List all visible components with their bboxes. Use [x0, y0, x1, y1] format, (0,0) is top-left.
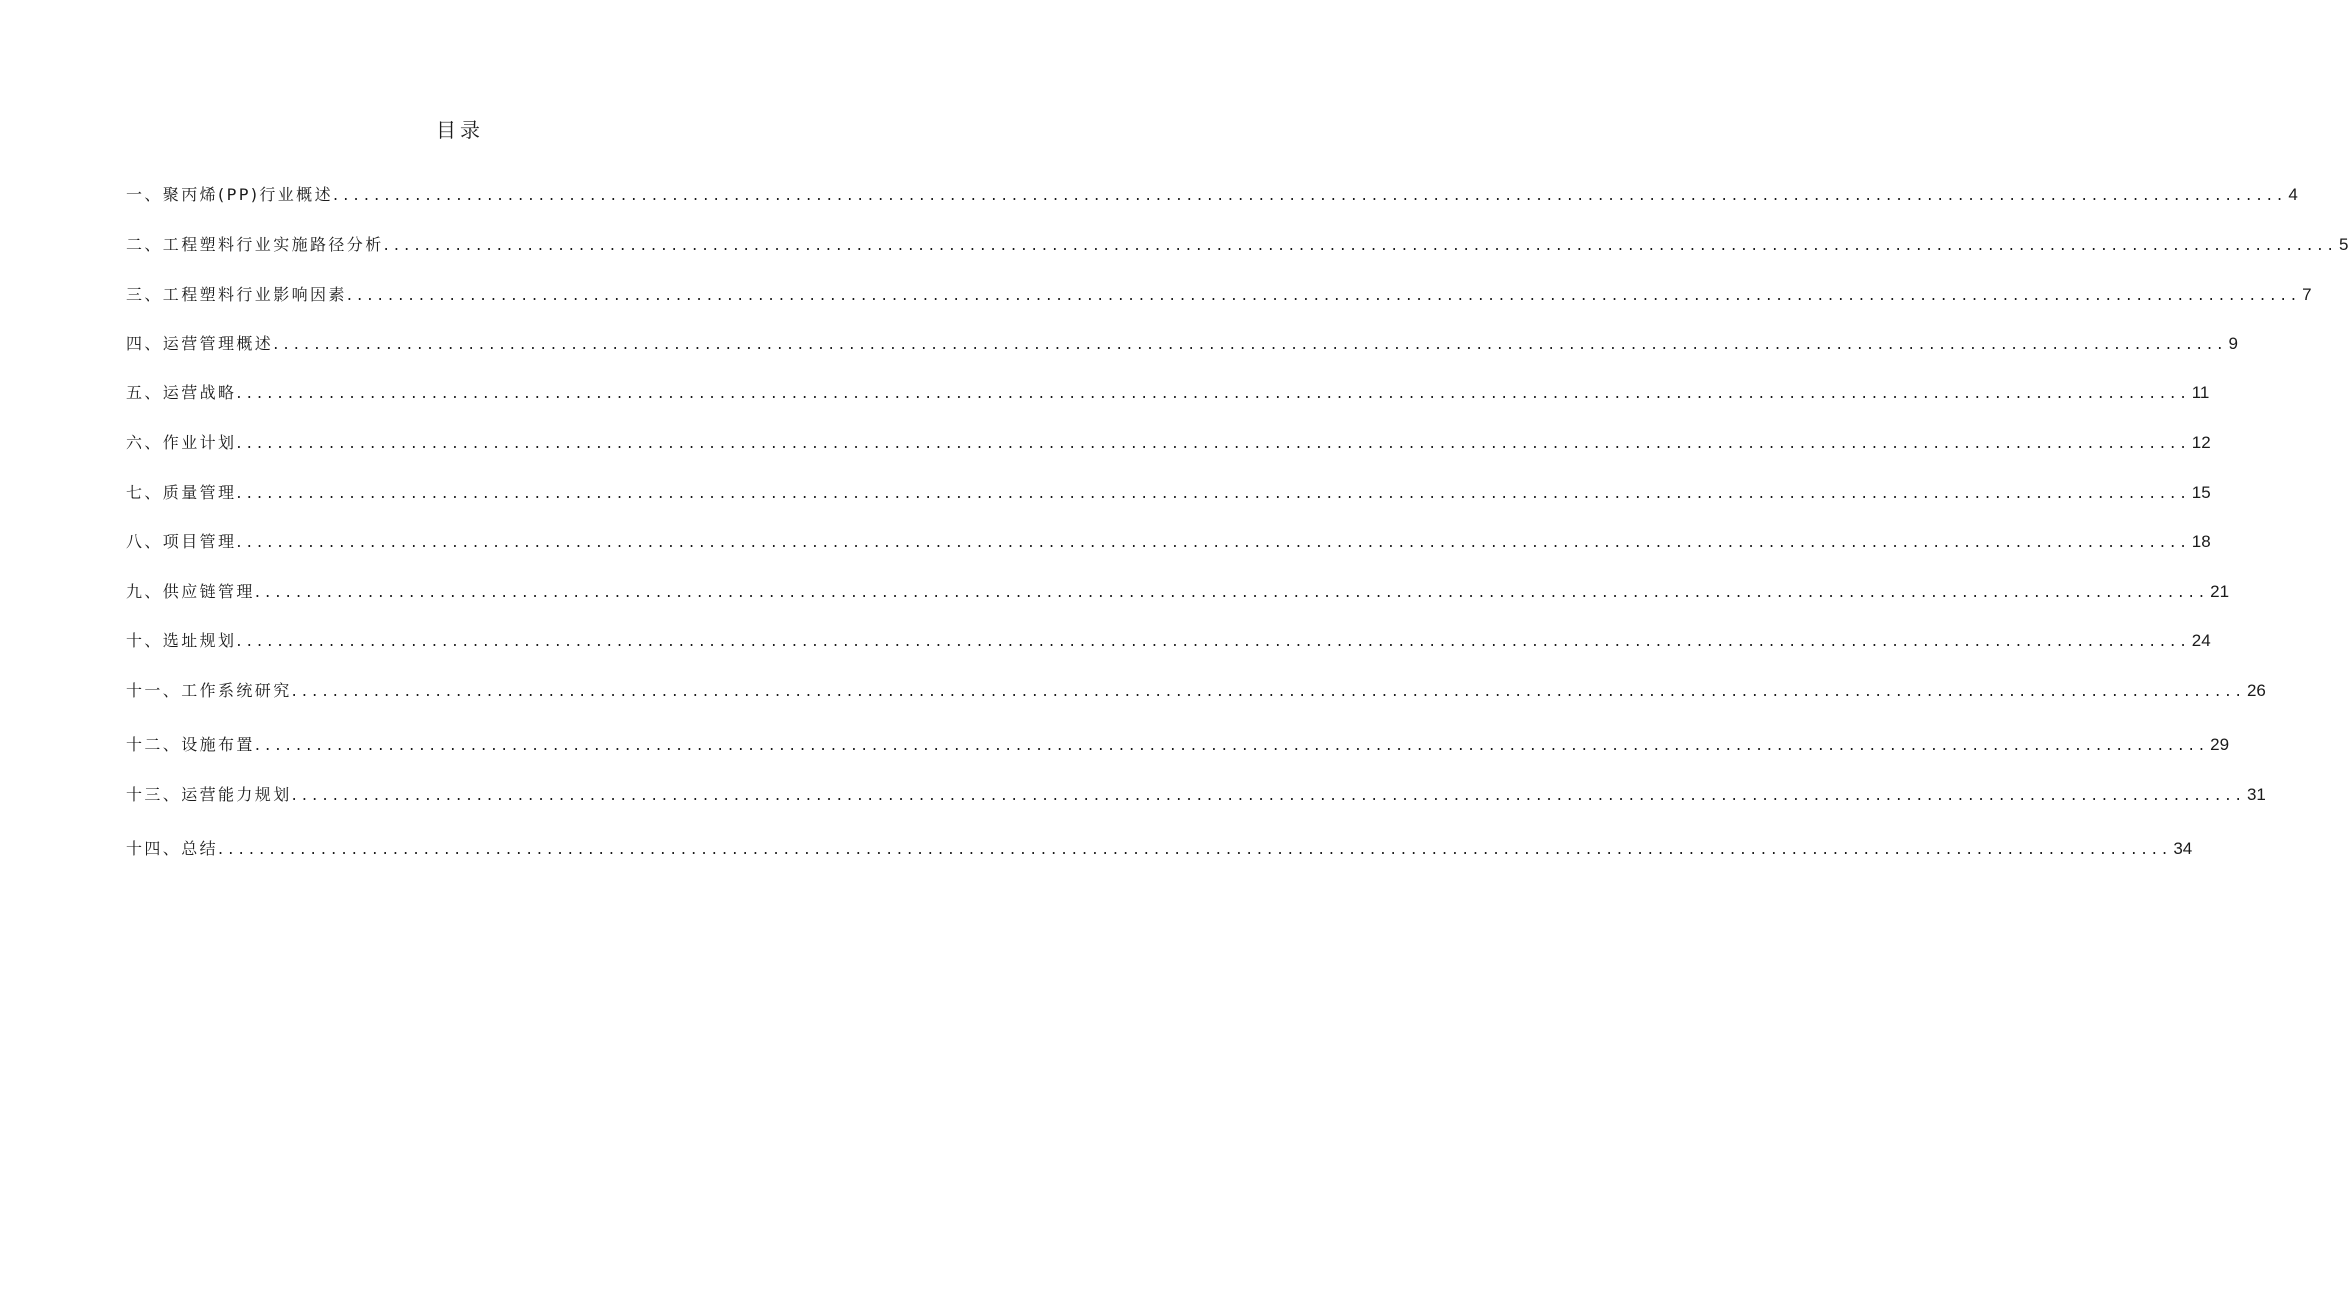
toc-entry[interactable]: [126, 378, 2210, 404]
toc-dot-leader: ..............................................................................................................................................................................................: [332, 185, 2288, 204]
toc-entry[interactable]: [126, 329, 2238, 355]
toc-entry-label: 七、质量管理: [126, 483, 237, 502]
toc-entry-label: 四、运营管理概述: [126, 334, 274, 353]
toc-dot-leader: ..............................................................................................................................................................................................: [383, 235, 2338, 254]
toc-entry-page: 4: [2288, 185, 2298, 204]
toc-entry[interactable]: [126, 180, 2298, 206]
toc-entry-label: 二、工程塑料行业实施路径分析: [126, 235, 384, 254]
toc-dot-leader: ..............................................................................................................................................................................................: [236, 532, 2191, 551]
toc-dot-leader: ..............................................................................................................................................................................................: [236, 433, 2191, 452]
toc-entry-label: 十二、设施布置: [126, 735, 255, 754]
toc-dot-leader: ..............................................................................................................................................................................................: [291, 681, 2246, 700]
toc-dot-leader: ..............................................................................................................................................................................................: [291, 785, 2246, 804]
toc-entry[interactable]: [126, 428, 2211, 454]
toc-list: [126, 0, 2348, 1301]
toc-entry-page: 31: [2246, 785, 2266, 804]
toc-entry[interactable]: [126, 834, 2193, 860]
toc-entry[interactable]: [126, 780, 2266, 806]
toc-entry-page: 24: [2191, 631, 2211, 650]
toc-entry-label: 五、运营战略: [126, 383, 237, 402]
toc-entry[interactable]: [126, 676, 2266, 702]
toc-entry-label: 六、作业计划: [126, 433, 237, 452]
toc-dot-leader: ..............................................................................................................................................................................................: [273, 334, 2228, 353]
toc-entry-label: 八、项目管理: [126, 532, 237, 551]
toc-entry-label: 十、选址规划: [126, 631, 237, 650]
toc-entry-page: 11: [2191, 383, 2210, 402]
toc-dot-leader: ..............................................................................................................................................................................................: [254, 582, 2210, 601]
toc-entry-page: 26: [2246, 681, 2266, 700]
toc-entry[interactable]: [126, 230, 2348, 256]
toc-dot-leader: ..............................................................................................................................................................................................: [346, 285, 2302, 304]
toc-dot-leader: ..............................................................................................................................................................................................: [218, 839, 2173, 858]
toc-entry-label: 九、供应链管理: [126, 582, 255, 601]
toc-entry-label: 一、聚丙烯(PP)行业概述: [126, 185, 333, 204]
toc-dot-leader: ..............................................................................................................................................................................................: [236, 631, 2191, 650]
toc-title: 目录: [436, 118, 484, 142]
toc-entry-page: 9: [2228, 334, 2238, 353]
toc-entry[interactable]: [126, 527, 2211, 553]
toc-entry-label: 十三、运营能力规划: [126, 785, 292, 804]
toc-entry[interactable]: [126, 730, 2230, 756]
toc-entry-page: 15: [2191, 483, 2211, 502]
toc-entry-label: 三、工程塑料行业影响因素: [126, 285, 347, 304]
toc-entry-page: 21: [2210, 582, 2230, 601]
toc-entry-page: 5: [2338, 235, 2348, 254]
toc-entry-label: 十一、工作系统研究: [126, 681, 292, 700]
toc-entry[interactable]: [126, 478, 2211, 504]
toc-dot-leader: ..............................................................................................................................................................................................: [254, 735, 2210, 754]
toc-entry[interactable]: [126, 577, 2230, 603]
toc-entry-page: 18: [2191, 532, 2211, 551]
toc-entry-page: 12: [2191, 433, 2211, 452]
toc-entry-page: 29: [2210, 735, 2230, 754]
toc-entry-page: 7: [2302, 285, 2312, 304]
toc-entry-label: 十四、总结: [126, 839, 219, 858]
toc-entry-page: 34: [2173, 839, 2193, 858]
toc-dot-leader: ..............................................................................................................................................................................................: [236, 483, 2191, 502]
toc-dot-leader: ..............................................................................................................................................................................................: [236, 383, 2191, 402]
toc-entry[interactable]: [126, 280, 2312, 306]
toc-entry[interactable]: [126, 626, 2211, 652]
